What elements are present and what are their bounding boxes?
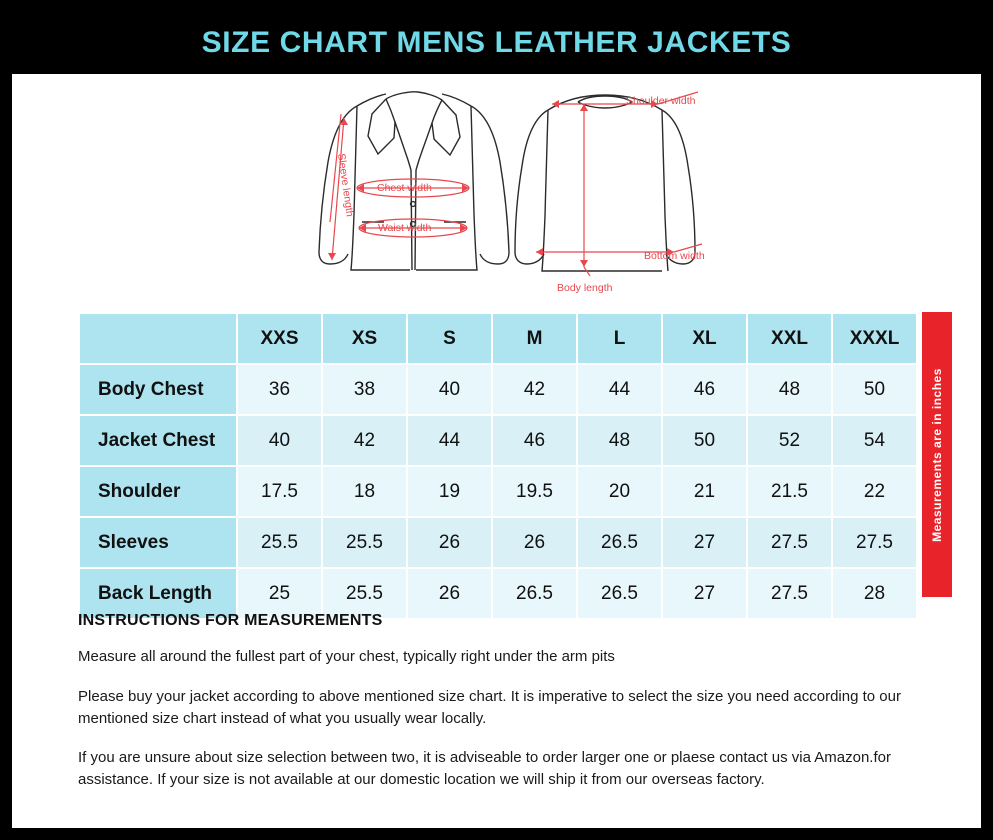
column-header-xxxl: XXXL (832, 313, 917, 364)
column-header-m: M (492, 313, 577, 364)
column-header-xxs: XXS (237, 313, 322, 364)
instructions-paragraph-3: If you are unsure about size selection between two, it is adviseable to order larger one or plaese contact us via Amazon.for assistance. If your size is not available at our domestic location we will ship it from our overseas factory. (78, 749, 891, 788)
row-label-shoulder: Shoulder (79, 466, 237, 517)
table-body (79, 364, 917, 619)
row-label-jacket-chest: Jacket Chest (79, 415, 237, 466)
cell-jacket-chest-s: 44 (407, 415, 492, 466)
label-shoulder-width: Shoulder width (626, 95, 696, 107)
table-row (79, 415, 917, 466)
label-body-length: Body length (557, 282, 613, 294)
measurement-units-banner (922, 312, 952, 597)
cell-jacket-chest-xxl: 52 (747, 415, 832, 466)
column-header-xl: XL (662, 313, 747, 364)
cell-back-length-xxs: 25 (237, 568, 322, 619)
instructions-section (78, 612, 948, 809)
table-header-row (79, 313, 917, 364)
jacket-diagram-svg (12, 74, 981, 304)
jacket-measurement-diagram (12, 74, 981, 304)
cell-shoulder-s: 19 (407, 466, 492, 517)
label-bottom-width: Bottom width (644, 250, 705, 262)
cell-jacket-chest-m: 46 (492, 415, 577, 466)
cell-shoulder-xxl: 21.5 (747, 466, 832, 517)
label-sleeve-length: Sleeve length (335, 152, 356, 218)
cell-body-chest-l: 44 (577, 364, 662, 415)
cell-sleeves-xl: 27 (662, 517, 747, 568)
table-row (79, 364, 917, 415)
row-label-body-chest: Body Chest (79, 364, 237, 415)
cell-back-length-xl: 27 (662, 568, 747, 619)
cell-back-length-xxl: 27.5 (747, 568, 832, 619)
cell-sleeves-m: 26 (492, 517, 577, 568)
cell-jacket-chest-xl: 50 (662, 415, 747, 466)
table-row (79, 466, 917, 517)
table-header (79, 313, 917, 364)
cell-back-length-m: 26.5 (492, 568, 577, 619)
column-header-l: L (577, 313, 662, 364)
cell-back-length-xs: 25.5 (322, 568, 407, 619)
cell-body-chest-xs: 38 (322, 364, 407, 415)
cell-jacket-chest-xxxl: 54 (832, 415, 917, 466)
cell-shoulder-xl: 21 (662, 466, 747, 517)
back-measure-lines (536, 92, 702, 276)
cell-sleeves-s: 26 (407, 517, 492, 568)
page-title: SIZE CHART MENS LEATHER JACKETS (201, 26, 792, 59)
instructions-heading: INSTRUCTIONS FOR MEASUREMENTS (78, 612, 383, 629)
cell-body-chest-s: 40 (407, 364, 492, 415)
cell-shoulder-m: 19.5 (492, 466, 577, 517)
cell-sleeves-xs: 25.5 (322, 517, 407, 568)
instructions-paragraph-1: Measure all around the fullest part of your chest, typically right under the arm pits (78, 648, 615, 665)
cell-body-chest-xl: 46 (662, 364, 747, 415)
measurement-units-label: Measurements are in inches (930, 367, 944, 542)
column-header-s: S (407, 313, 492, 364)
cell-shoulder-xxs: 17.5 (237, 466, 322, 517)
size-chart-table (78, 312, 918, 620)
table-corner-cell (79, 313, 237, 364)
cell-body-chest-xxl: 48 (747, 364, 832, 415)
cell-body-chest-xxxl: 50 (832, 364, 917, 415)
cell-sleeves-xxl: 27.5 (747, 517, 832, 568)
cell-sleeves-xxs: 25.5 (237, 517, 322, 568)
cell-back-length-s: 26 (407, 568, 492, 619)
cell-shoulder-xxxl: 22 (832, 466, 917, 517)
cell-body-chest-m: 42 (492, 364, 577, 415)
instructions-paragraph-2: Please buy your jacket according to above mentioned size chart. It is imperative to select the size you need according to our mentioned size chart instead of what you usually wear locally. (78, 687, 901, 727)
label-chest-width: Chest width (377, 182, 432, 194)
title-bar (12, 12, 981, 74)
row-label-sleeves: Sleeves (79, 517, 237, 568)
cell-jacket-chest-l: 48 (577, 415, 662, 466)
column-header-xxl: XXL (747, 313, 832, 364)
cell-jacket-chest-xxs: 40 (237, 415, 322, 466)
cell-back-length-xxxl: 28 (832, 568, 917, 619)
cell-shoulder-xs: 18 (322, 466, 407, 517)
cell-sleeves-xxxl: 27.5 (832, 517, 917, 568)
cell-shoulder-l: 20 (577, 466, 662, 517)
column-header-xs: XS (322, 313, 407, 364)
row-label-back-length: Back Length (79, 568, 237, 619)
cell-jacket-chest-xs: 42 (322, 415, 407, 466)
label-waist-width: Waist width (378, 222, 432, 234)
cell-body-chest-xxs: 36 (237, 364, 322, 415)
cell-back-length-l: 26.5 (577, 568, 662, 619)
table-row (79, 517, 917, 568)
cell-sleeves-l: 26.5 (577, 517, 662, 568)
back-jacket-outline (515, 95, 695, 271)
